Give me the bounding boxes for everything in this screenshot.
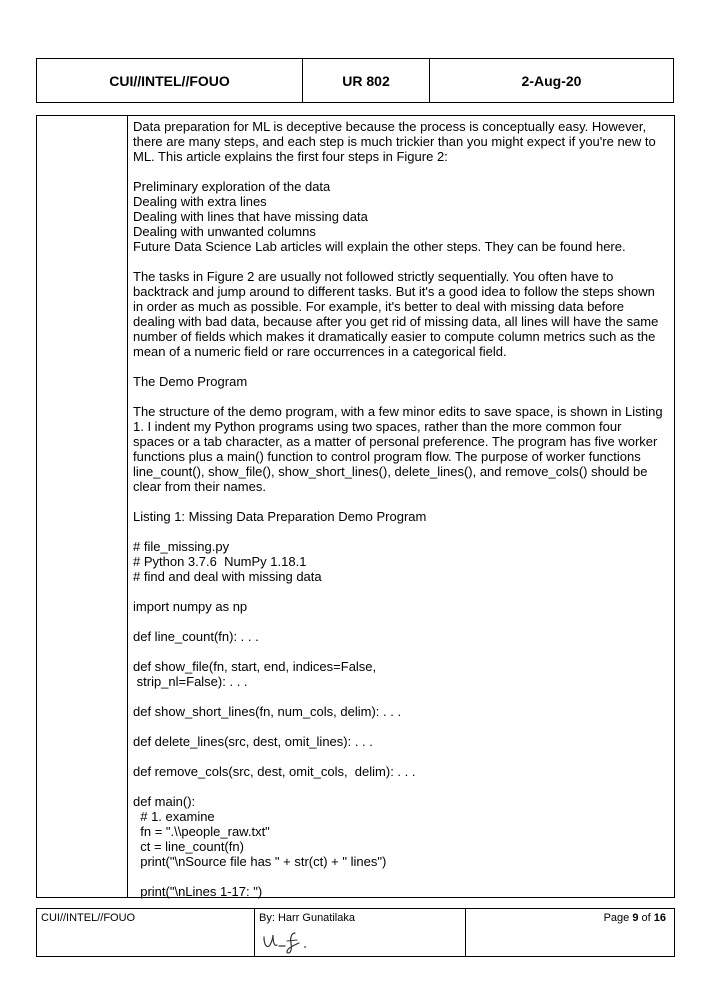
header-date: 2-Aug-20 xyxy=(521,72,582,89)
page-prefix: Page xyxy=(603,912,633,924)
header-doc-id: UR 802 xyxy=(303,59,430,102)
page-current: 9 xyxy=(632,912,639,924)
blank-line xyxy=(133,719,663,734)
body-line: The tasks in Figure 2 are usually not followed strictly sequentially. You often have to backtrack and jump around to different tasks. But it's a good idea to follow the steps shown in order as much as possible. For example, it's better to deal with missing data before dealing with bad data, because after you get rid of missing data, all lines will have the same number of fields which makes it dramatically easier to compute column metrics such as the mean of a numeric field or rare occurrences in a categorical field. xyxy=(133,269,662,359)
body-line: Preliminary exploration of the data xyxy=(133,179,331,194)
body-line: print("\nSource file has " + str(ct) + " lines") xyxy=(133,854,387,869)
blank-line xyxy=(133,254,663,269)
page-total: 16 xyxy=(653,912,666,924)
body-line: fn = ".\\people_raw.txt" xyxy=(133,824,270,839)
footer-page-number xyxy=(466,909,674,956)
body-line: Dealing with unwanted columns xyxy=(133,224,316,239)
body-line: Dealing with lines that have missing data xyxy=(133,209,368,224)
blank-line xyxy=(133,779,663,794)
blank-line xyxy=(133,614,663,629)
blank-line xyxy=(133,869,663,884)
body-line: Listing 1: Missing Data Preparation Demo Program xyxy=(133,509,427,524)
body-line: strip_nl=False): . . . xyxy=(133,674,248,689)
body-line: print("\nLines 1-17: ") xyxy=(133,884,263,899)
body-line: def show_short_lines(fn, num_cols, delim): . . . xyxy=(133,704,402,719)
blank-line xyxy=(133,359,663,374)
blank-line xyxy=(133,494,663,509)
body-line: ct = line_count(fn) xyxy=(133,839,244,854)
body-line: The Demo Program xyxy=(133,374,248,389)
footer-author-cell xyxy=(255,909,466,956)
blank-line xyxy=(133,644,663,659)
blank-line xyxy=(133,749,663,764)
body-column-divider xyxy=(127,116,128,897)
footer-author: By: Harr Gunatilaka xyxy=(259,912,355,924)
body-line: Dealing with extra lines xyxy=(133,194,267,209)
body-line: import numpy as np xyxy=(133,599,248,614)
header-table xyxy=(36,58,674,103)
body-line: def show_file(fn, start, end, indices=False, xyxy=(133,659,377,674)
body-line: def line_count(fn): . . . xyxy=(133,629,259,644)
blank-line xyxy=(133,584,663,599)
body-line: The structure of the demo program, with a few minor edits to save space, is shown in Listing 1. I indent my Python programs using two spaces, rather than the more common four spaces or a tab character, as a matter of personal preference. The program has five worker functions plus a main() function to control program flow. The purpose of worker functions line_count(), show_file(), show_short_lines(), delete_lines(), and remove_cols() should be clear from their names. xyxy=(133,404,667,494)
body-line: Future Data Science Lab articles will explain the other steps. They can be found here. xyxy=(133,239,626,254)
blank-line xyxy=(133,524,663,539)
body-line: Data preparation for ML is deceptive because the process is conceptually easy. However, there are many steps, and each step is much trickier than you might expect if you're new to ML. This article explains the first four steps in Figure 2: xyxy=(133,119,660,164)
page-separator: of xyxy=(638,912,654,924)
body-line: def delete_lines(src, dest, omit_lines): . . . xyxy=(133,734,373,749)
blank-line xyxy=(133,164,663,179)
header-classification: CUI//INTEL//FOUO xyxy=(37,59,303,102)
body-line: def remove_cols(src, dest, omit_cols, delim): . . . xyxy=(133,764,416,779)
blank-line xyxy=(133,389,663,404)
body-line: # file_missing.py xyxy=(133,539,230,554)
signature-icon xyxy=(261,929,321,955)
body-table xyxy=(36,115,675,898)
body-content xyxy=(133,119,667,899)
body-line: # find and deal with missing data xyxy=(133,569,322,584)
blank-line xyxy=(133,689,663,704)
footer-classification: CUI//INTEL//FOUO xyxy=(37,909,255,956)
footer-table xyxy=(36,908,675,957)
body-line: # 1. examine xyxy=(133,809,215,824)
body-line: # Python 3.7.6 NumPy 1.18.1 xyxy=(133,554,307,569)
body-line: def main(): xyxy=(133,794,196,809)
